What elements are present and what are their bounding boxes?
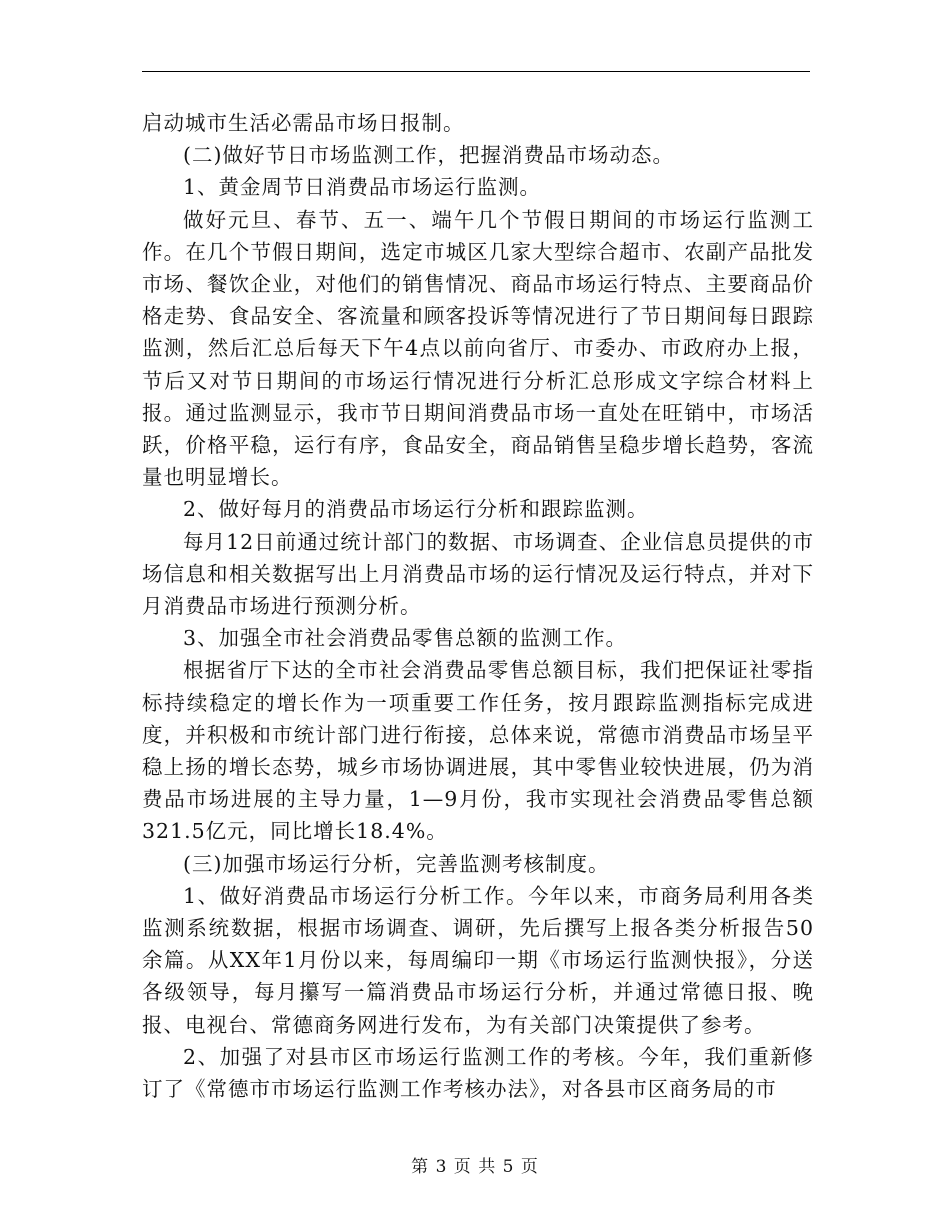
page-number-footer: 第 3 页 共 5 页 [411,1157,539,1177]
header-rule [142,71,810,72]
paragraph: (二)做好节日市场监测工作，把握消费品市场动态。 [183,143,674,168]
paragraph: 启动城市生活必需品市场日报制。 [142,111,465,135]
paragraph: 做好元旦、春节、五一、端午几个节假日期间的市场运行监测工作。在几个节假日期间，选定市城区几家大型综合超市、农副产品批发市场、餐饮企业，对他们的销售情况、商品市场运行特点、主要商品价格走势、食品安全、客流量和顾客投诉等情况进行了节日期间每日跟踪监测，然后汇总后每天下午4点以前向省厅、市委办、市政府办上报，节后又对节日期间的市场运行情况进行分析汇总形成文字综合材料上报。通过监测显示，我市节日期间消费品市场一直处在旺销中，市场活跃，价格平稳，运行有序，食品安全，商品销售呈稳步增长趋势，客流量也明显增长。 [142,207,814,490]
document-body [142,107,814,1105]
paragraph: 1、黄金周节日消费品市场运行监测。 [183,175,542,200]
paragraph: 每月12日前通过统计部门的数据、市场调查、企业信息员提供的市场信息和相关数据写出上月消费品市场的运行情况及运行特点，并对下月消费品市场进行预测分析。 [142,529,814,619]
paragraph: 3、加强全市社会消费品零售总额的监测工作。 [183,626,628,651]
paragraph: (三)加强市场运行分析，完善监测考核制度。 [183,851,610,876]
paragraph: 根据省厅下达的全市社会消费品零售总额目标，我们把保证社零指标持续稳定的增长作为一项重要工作任务，按月跟踪监测指标完成进度，并积极和市统计部门进行衔接，总体来说，常德市消费品市场呈平稳上扬的增长态势，城乡市场协调进展，其中零售业较快进展，仍为消费品市场进展的主导力量，1—9月份，我市实现社会消费品零售总额321.5亿元，同比增长18.4%。 [142,658,814,844]
paragraph: 1、做好消费品市场运行分析工作。今年以来，市商务局利用各类监测系统数据，根据市场调查、调研，先后撰写上报各类分析报告50余篇。从XX年1月份以来，每周编印一期《市场运行监测快报》，分送各级领导，每月攥写一篇消费品市场运行分析，并通过常德日报、晚报、电视台、常德商务网进行发布，为有关部门决策提供了参考。 [142,883,814,1037]
paragraph: 2、加强了对县市区市场运行监测工作的考核。今年，我们重新修订了《常德市市场运行监测工作考核办法》，对各县市区商务局的市 [142,1044,814,1102]
paragraph: 2、做好每月的消费品市场运行分析和跟踪监测。 [183,497,649,522]
